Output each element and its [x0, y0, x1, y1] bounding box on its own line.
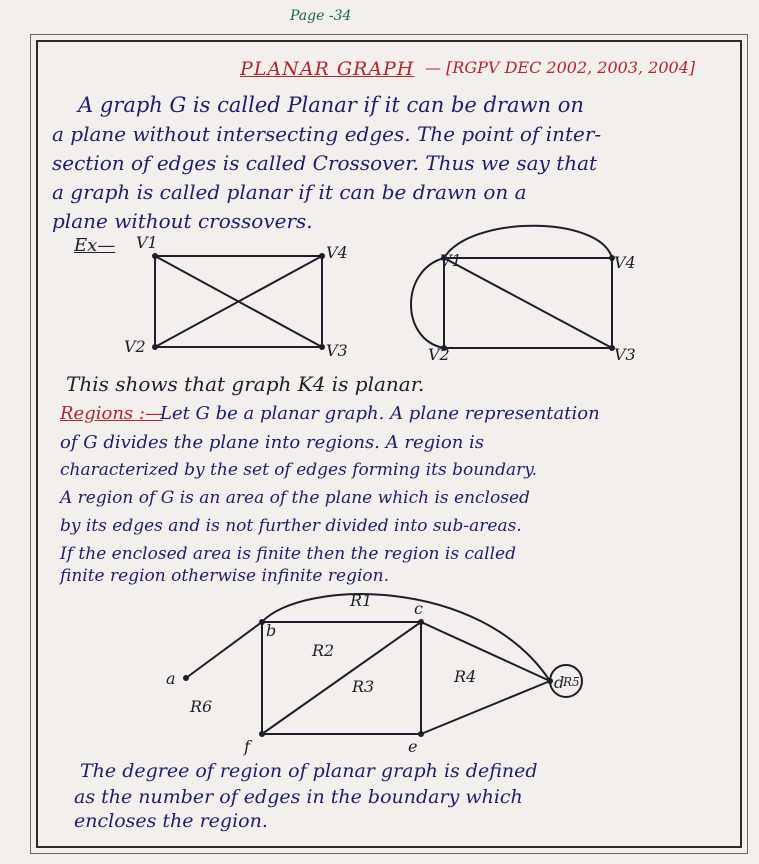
- example-label: Ex—: [74, 235, 116, 256]
- g3-vertex-f: [259, 731, 265, 737]
- g2-label-v2: V2: [428, 345, 450, 364]
- definition-line-3: section of edges is called Crossover. Thus we say that: [52, 151, 598, 175]
- g3-label-b: b: [266, 621, 277, 640]
- regions-line-3: characterized by the set of edges forming its boundary.: [60, 460, 537, 480]
- degree-line-3: encloses the region.: [74, 810, 268, 832]
- g2-edge-v2-outer: [411, 258, 444, 348]
- g2-label-v3: V3: [614, 345, 636, 364]
- regions-line-7: finite region otherwise infinite region.: [60, 566, 389, 586]
- degree-line-1: The degree of region of planar graph is defined: [80, 760, 538, 782]
- definition-line-2: a plane without intersecting edges. The point of inter-: [52, 122, 602, 146]
- heading-title: PLANAR GRAPH: [240, 58, 415, 80]
- g3-region-r6: R6: [190, 697, 213, 716]
- g3-edge-e-d: [421, 681, 550, 734]
- k4-statement: This shows that graph K4 is planar.: [66, 372, 425, 396]
- definition-line-5: plane without crossovers.: [52, 209, 313, 233]
- g3-vertex-d: [547, 678, 553, 684]
- g2-label-v4: V4: [614, 253, 636, 272]
- g3-region-r1: R1: [350, 591, 373, 610]
- g3-label-d: d: [554, 673, 565, 692]
- regions-line-5: by its edges and is not further divided into sub-areas.: [60, 516, 522, 536]
- degree-line-2: as the number of edges in the boundary which: [74, 786, 523, 808]
- g3-region-r4: R4: [454, 667, 477, 686]
- g1-vertex-v3: [319, 344, 325, 350]
- g2-label-v1: V1: [440, 251, 462, 270]
- g1-label-v3: V3: [326, 341, 348, 360]
- regions-line-6: If the enclosed area is finite then the region is called: [60, 544, 516, 564]
- definition-line-4: a graph is called planar if it can be drawn on a: [52, 180, 527, 204]
- g3-edge-f-c: [262, 622, 421, 734]
- g3-region-r3: R3: [352, 677, 375, 696]
- g2-edge-v1-v4-outer: [444, 226, 612, 258]
- graph-k4-planar: [411, 226, 612, 348]
- g3-edge-b-d-arc: [262, 594, 550, 681]
- g3-label-c: c: [414, 599, 423, 618]
- g1-vertex-v4: [319, 253, 325, 259]
- g1-label-v1: V1: [136, 233, 158, 252]
- heading-source: — [RGPV DEC 2002, 2003, 2004]: [425, 58, 696, 77]
- g1-label-v4: V4: [326, 243, 348, 262]
- g3-region-r5: R5: [563, 675, 580, 689]
- g3-vertex-b: [259, 619, 265, 625]
- g3-edge-c-d: [421, 622, 550, 681]
- regions-line-4: A region of G is an area of the plane which is enclosed: [60, 488, 530, 508]
- g1-vertex-v1: [152, 253, 158, 259]
- g3-label-e: e: [408, 737, 418, 756]
- g1-vertex-v2: [152, 344, 158, 350]
- g3-edge-a-b: [186, 622, 262, 678]
- g3-vertex-e: [418, 731, 424, 737]
- g3-label-f: f: [244, 737, 250, 756]
- definition-line-1: A graph G is called Planar if it can be drawn on: [78, 93, 584, 117]
- regions-label: Regions :—: [60, 403, 163, 424]
- g2-edge-v1-v3: [444, 258, 612, 348]
- g3-vertex-c: [418, 619, 424, 625]
- g3-label-a: a: [166, 669, 176, 688]
- regions-line-2: of G divides the plane into regions. A region is: [60, 432, 485, 453]
- g3-vertex-a: [183, 675, 189, 681]
- g1-label-v2: V2: [124, 337, 146, 356]
- page-number: Page -34: [290, 8, 352, 24]
- regions-line-1: Let G be a planar graph. A plane representation: [160, 403, 600, 424]
- graph-k4-crossing: [155, 256, 322, 347]
- g3-region-r2: R2: [312, 641, 335, 660]
- graph-regions: [186, 594, 582, 734]
